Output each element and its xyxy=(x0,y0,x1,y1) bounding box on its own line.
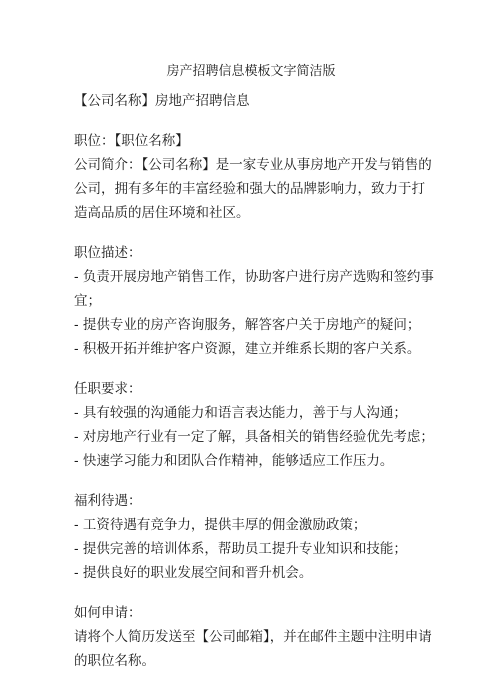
spacer xyxy=(74,113,434,129)
requirements-item: - 快速学习能力和团队合作精神，能够适应工作压力。 xyxy=(74,453,394,469)
job-description-heading: 职位描述： xyxy=(74,245,142,261)
spacer xyxy=(74,361,434,377)
document-body xyxy=(74,89,434,673)
benefits-heading: 福利待遇： xyxy=(74,493,142,509)
requirements-heading: 任职要求： xyxy=(74,381,142,397)
benefits-item: - 提供完善的培训体系，帮助员工提升专业知识和技能； xyxy=(74,541,407,557)
benefits-item: - 工资待遇有竞争力，提供丰厚的佣金激励政策； xyxy=(74,517,367,533)
company-heading: 【公司名称】房地产招聘信息 xyxy=(74,93,250,109)
document-title: 房产招聘信息模板文字简洁版 xyxy=(166,64,336,79)
requirements-item: - 对房地产行业有一定了解，具备相关的销售经验优先考虑； xyxy=(74,429,434,445)
spacer xyxy=(74,225,434,241)
spacer xyxy=(74,585,434,601)
spacer xyxy=(74,473,434,489)
benefits-item: - 提供良好的职业发展空间和晋升机会。 xyxy=(74,565,313,581)
how-to-apply-heading: 如何申请： xyxy=(74,605,142,621)
position-line: 职位：【职位名称】 xyxy=(74,133,189,149)
job-description-item: - 负责开展房地产销售工作，协助客户进行房产选购和签约事宜； xyxy=(74,269,434,309)
job-description-item: - 积极开拓并维护客户资源，建立并维系长期的客户关系。 xyxy=(74,341,421,357)
job-description-item: - 提供专业的房产咨询服务，解答客户关于房地产的疑问； xyxy=(74,317,421,333)
company-intro: 公司简介：【公司名称】是一家专业从事房地产开发与销售的公司，拥有多年的丰富经验和强大的品牌影响力，致力于打造高品质的居住环境和社区。 xyxy=(74,157,432,221)
requirements-item: - 具有较强的沟通能力和语言表达能力，善于与人沟通； xyxy=(74,405,407,421)
how-to-apply-text: 请将个人简历发送至【公司邮箱】，并在邮件主题中注明申请的职位名称。 xyxy=(74,629,432,669)
